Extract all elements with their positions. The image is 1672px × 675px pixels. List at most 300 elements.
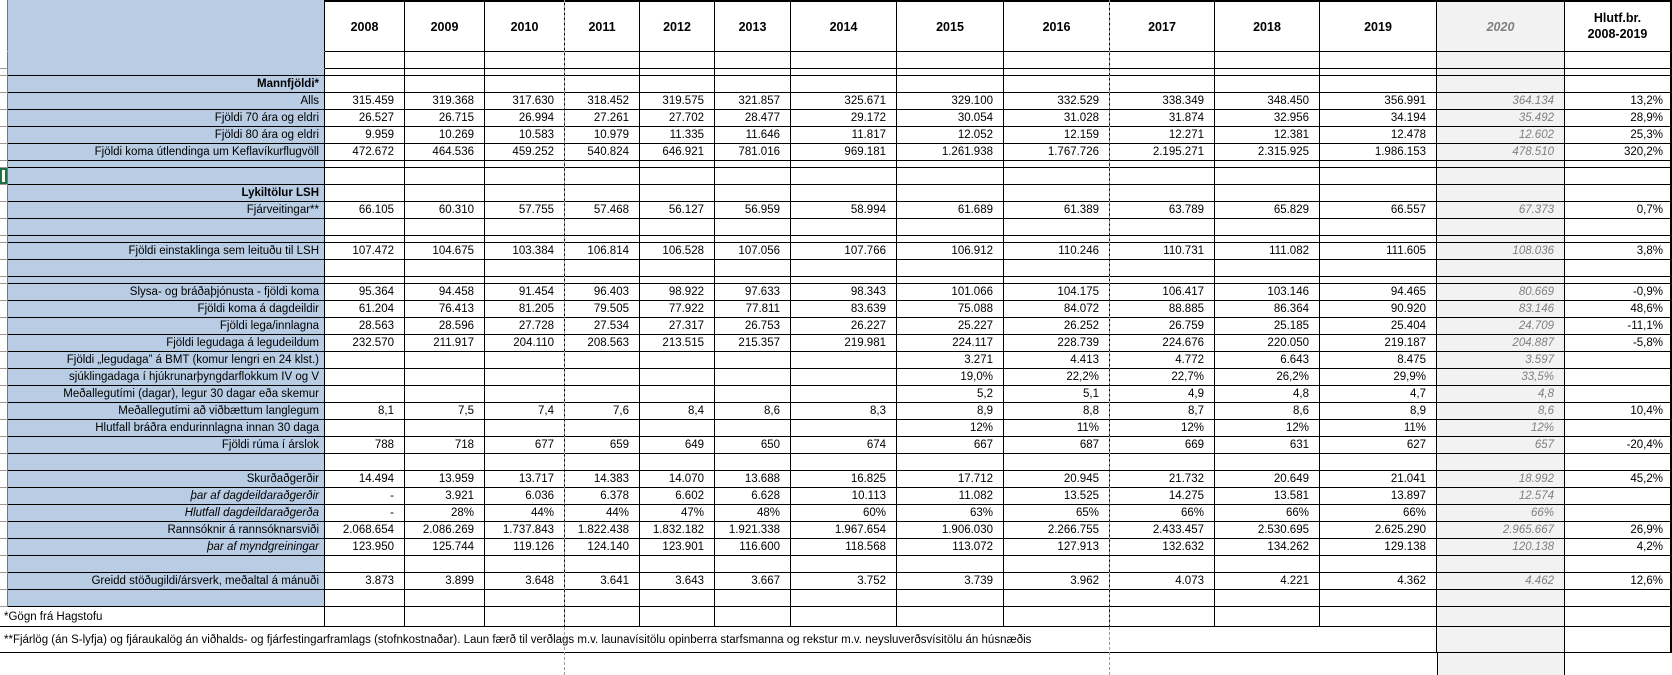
cell-2016[interactable]: 110.246	[1004, 243, 1110, 260]
cell-2008[interactable]: 26.527	[325, 110, 405, 127]
cell-2014[interactable]	[791, 161, 897, 168]
cell-2015[interactable]: 101.066	[897, 284, 1004, 301]
cell-2014[interactable]	[791, 52, 897, 69]
cell-projection[interactable]: 18.992	[1437, 471, 1565, 488]
cell-2015[interactable]	[897, 69, 1004, 76]
cell-2010[interactable]	[485, 454, 565, 471]
cell-2013[interactable]: 48%	[715, 505, 791, 522]
cell-2015[interactable]	[897, 277, 1004, 284]
cell-empty[interactable]	[791, 607, 897, 627]
cell-2016[interactable]: 3.962	[1004, 573, 1110, 590]
cell-2017[interactable]: 88.885	[1110, 301, 1215, 318]
cell-change[interactable]: 13,2%	[1565, 93, 1672, 110]
cell-2013[interactable]	[715, 185, 791, 202]
cell-2008[interactable]	[325, 69, 405, 76]
cell-2016[interactable]	[1004, 277, 1110, 284]
cell-2011[interactable]: 540.824	[565, 144, 640, 161]
cell-2010[interactable]	[485, 76, 565, 93]
cell-2015[interactable]: 1.906.030	[897, 522, 1004, 539]
cell-2010[interactable]	[485, 352, 565, 369]
cell-2013[interactable]: 8,6	[715, 403, 791, 420]
cell-2011[interactable]: 318.452	[565, 93, 640, 110]
cell-2009[interactable]	[405, 454, 485, 471]
cell-2011[interactable]	[565, 69, 640, 76]
cell-2017[interactable]: 66%	[1110, 505, 1215, 522]
cell-2016[interactable]: 13.525	[1004, 488, 1110, 505]
cell-change[interactable]: -0,9%	[1565, 284, 1672, 301]
cell-2011[interactable]: 1.822.438	[565, 522, 640, 539]
cell-2014[interactable]: 107.766	[791, 243, 897, 260]
cell-change[interactable]	[1565, 76, 1672, 93]
cell-change[interactable]: 48,6%	[1565, 301, 1672, 318]
cell-2012[interactable]	[640, 76, 715, 93]
cell-2018[interactable]: 13.581	[1215, 488, 1320, 505]
cell-2013[interactable]	[715, 277, 791, 284]
row-label[interactable]: Fjárveitingar**	[8, 202, 325, 219]
cell-projection[interactable]	[1437, 607, 1565, 627]
cell-2017[interactable]: 224.676	[1110, 335, 1215, 352]
cell-2013[interactable]: 11.646	[715, 127, 791, 144]
cell-2016[interactable]	[1004, 219, 1110, 236]
cell-2017[interactable]	[1110, 76, 1215, 93]
cell-2017[interactable]	[1110, 260, 1215, 277]
cell-2014[interactable]: 29.172	[791, 110, 897, 127]
cell-2011[interactable]: 208.563	[565, 335, 640, 352]
cell-2017[interactable]: 2.433.457	[1110, 522, 1215, 539]
row-label[interactable]	[8, 454, 325, 471]
cell-projection[interactable]: 66%	[1437, 505, 1565, 522]
cell-2010[interactable]	[485, 219, 565, 236]
cell-empty[interactable]	[565, 607, 640, 627]
row-label[interactable]: Rannsóknir á rannsóknarsviði	[8, 522, 325, 539]
row-label[interactable]: Fjöldi einstaklinga sem leituðu til LSH	[8, 243, 325, 260]
row-label[interactable]	[8, 69, 325, 76]
cell-2014[interactable]	[791, 590, 897, 607]
cell-2008[interactable]	[325, 386, 405, 403]
row-label[interactable]	[8, 590, 325, 607]
cell-2016[interactable]	[1004, 161, 1110, 168]
cell-2019[interactable]	[1320, 168, 1437, 185]
cell-2019[interactable]: 13.897	[1320, 488, 1437, 505]
cell-2015[interactable]: 25.227	[897, 318, 1004, 335]
cell-empty[interactable]	[897, 607, 1004, 627]
cell-2012[interactable]	[640, 352, 715, 369]
cell-2008[interactable]: 315.459	[325, 93, 405, 110]
cell-change[interactable]: -5,8%	[1565, 335, 1672, 352]
year-header-projection[interactable]: 2020	[1437, 0, 1565, 52]
cell-2010[interactable]	[485, 168, 565, 185]
cell-projection[interactable]	[1437, 76, 1565, 93]
cell-2013[interactable]: 13.688	[715, 471, 791, 488]
cell-2013[interactable]	[715, 236, 791, 243]
cell-2019[interactable]	[1320, 454, 1437, 471]
cell-2011[interactable]: 27.534	[565, 318, 640, 335]
cell-change[interactable]: -20,4%	[1565, 437, 1672, 454]
cell-change[interactable]	[1565, 488, 1672, 505]
cell-2013[interactable]	[715, 161, 791, 168]
cell-change[interactable]	[1565, 420, 1672, 437]
cell-2008[interactable]: 2.068.654	[325, 522, 405, 539]
cell-2010[interactable]	[485, 52, 565, 69]
cell-2013[interactable]: 781.016	[715, 144, 791, 161]
cell-change[interactable]	[1565, 556, 1672, 573]
cell-change[interactable]	[1565, 69, 1672, 76]
cell-2010[interactable]: 44%	[485, 505, 565, 522]
cell-2012[interactable]	[640, 386, 715, 403]
row-label[interactable]	[8, 277, 325, 284]
cell-2015[interactable]: 12%	[897, 420, 1004, 437]
cell-2010[interactable]: 10.583	[485, 127, 565, 144]
cell-2008[interactable]	[325, 369, 405, 386]
cell-2019[interactable]	[1320, 277, 1437, 284]
cell-2019[interactable]	[1320, 69, 1437, 76]
row-label[interactable]: Hlutfall bráðra endurinnlagna innan 30 daga	[8, 420, 325, 437]
cell-2008[interactable]: 232.570	[325, 335, 405, 352]
cell-2019[interactable]: 129.138	[1320, 539, 1437, 556]
cell-2019[interactable]: 34.194	[1320, 110, 1437, 127]
cell-2009[interactable]: 26.715	[405, 110, 485, 127]
cell-2012[interactable]: 6.602	[640, 488, 715, 505]
cell-2012[interactable]	[640, 52, 715, 69]
cell-projection[interactable]: 204.887	[1437, 335, 1565, 352]
cell-2015[interactable]: 19,0%	[897, 369, 1004, 386]
cell-2015[interactable]: 17.712	[897, 471, 1004, 488]
cell-2019[interactable]	[1320, 219, 1437, 236]
cell-2019[interactable]: 8.475	[1320, 352, 1437, 369]
cell-2013[interactable]	[715, 454, 791, 471]
cell-2017[interactable]	[1110, 52, 1215, 69]
cell-2013[interactable]: 1.921.338	[715, 522, 791, 539]
cell-2014[interactable]	[791, 76, 897, 93]
cell-2015[interactable]	[897, 76, 1004, 93]
cell-projection[interactable]: 12.602	[1437, 127, 1565, 144]
cell-projection[interactable]	[1437, 236, 1565, 243]
cell-2017[interactable]: 12.271	[1110, 127, 1215, 144]
cell-2016[interactable]: 4.413	[1004, 352, 1110, 369]
row-label[interactable]: Skurðaðgerðir	[8, 471, 325, 488]
cell-projection[interactable]	[1437, 627, 1565, 653]
cell-2009[interactable]: 60.310	[405, 202, 485, 219]
cell-2018[interactable]	[1215, 161, 1320, 168]
cell-2012[interactable]: 106.528	[640, 243, 715, 260]
cell-projection[interactable]	[1437, 52, 1565, 69]
cell-2013[interactable]: 650	[715, 437, 791, 454]
cell-2018[interactable]	[1215, 590, 1320, 607]
cell-2014[interactable]	[791, 369, 897, 386]
cell-2012[interactable]	[640, 260, 715, 277]
cell-2008[interactable]: 9.959	[325, 127, 405, 144]
cell-2009[interactable]: 7,5	[405, 403, 485, 420]
cell-2009[interactable]	[405, 76, 485, 93]
cell-2019[interactable]: 627	[1320, 437, 1437, 454]
row-label[interactable]	[8, 236, 325, 243]
cell-2010[interactable]	[485, 260, 565, 277]
cell-change[interactable]: 45,2%	[1565, 471, 1672, 488]
cell-2014[interactable]: 325.671	[791, 93, 897, 110]
cell-2015[interactable]	[897, 52, 1004, 69]
cell-2014[interactable]: 16.825	[791, 471, 897, 488]
cell-2009[interactable]	[405, 185, 485, 202]
cell-2019[interactable]	[1320, 185, 1437, 202]
cell-2018[interactable]: 631	[1215, 437, 1320, 454]
cell-change[interactable]: 320,2%	[1565, 144, 1672, 161]
cell-2017[interactable]	[1110, 219, 1215, 236]
cell-2010[interactable]	[485, 369, 565, 386]
cell-change[interactable]	[1565, 369, 1672, 386]
cell-2009[interactable]	[405, 369, 485, 386]
cell-2015[interactable]: 113.072	[897, 539, 1004, 556]
cell-2015[interactable]	[897, 185, 1004, 202]
cell-2013[interactable]: 321.857	[715, 93, 791, 110]
cell-2019[interactable]	[1320, 161, 1437, 168]
cell-2017[interactable]	[1110, 277, 1215, 284]
cell-2017[interactable]	[1110, 236, 1215, 243]
cell-change[interactable]: -11,1%	[1565, 318, 1672, 335]
cell-2011[interactable]: 124.140	[565, 539, 640, 556]
cell-2013[interactable]	[715, 69, 791, 76]
cell-2016[interactable]: 228.739	[1004, 335, 1110, 352]
cell-2009[interactable]	[405, 168, 485, 185]
cell-2015[interactable]: 8,9	[897, 403, 1004, 420]
cell-2013[interactable]: 56.959	[715, 202, 791, 219]
cell-2013[interactable]: 97.633	[715, 284, 791, 301]
cell-projection[interactable]: 2.965.667	[1437, 522, 1565, 539]
cell-2012[interactable]: 8,4	[640, 403, 715, 420]
cell-2012[interactable]: 47%	[640, 505, 715, 522]
cell-2017[interactable]: 4.772	[1110, 352, 1215, 369]
cell-2017[interactable]: 14.275	[1110, 488, 1215, 505]
cell-2012[interactable]: 646.921	[640, 144, 715, 161]
cell-2012[interactable]	[640, 556, 715, 573]
cell-2018[interactable]: 26,2%	[1215, 369, 1320, 386]
cell-2018[interactable]	[1215, 556, 1320, 573]
cell-2010[interactable]: 27.728	[485, 318, 565, 335]
row-label[interactable]	[8, 168, 325, 185]
cell-2011[interactable]	[565, 76, 640, 93]
cell-2009[interactable]: 94.458	[405, 284, 485, 301]
cell-2019[interactable]: 1.986.153	[1320, 144, 1437, 161]
cell-2008[interactable]: 123.950	[325, 539, 405, 556]
cell-2016[interactable]: 127.913	[1004, 539, 1110, 556]
cell-2019[interactable]: 66.557	[1320, 202, 1437, 219]
cell-2015[interactable]: 11.082	[897, 488, 1004, 505]
cell-2018[interactable]: 348.450	[1215, 93, 1320, 110]
cell-2011[interactable]	[565, 52, 640, 69]
cell-projection[interactable]: 478.510	[1437, 144, 1565, 161]
corner-cell[interactable]	[8, 0, 325, 52]
row-label[interactable]: Fjöldi koma á dagdeildir	[8, 301, 325, 318]
cell-2019[interactable]	[1320, 76, 1437, 93]
cell-2018[interactable]	[1215, 277, 1320, 284]
cell-2018[interactable]	[1215, 69, 1320, 76]
cell-2014[interactable]: 219.981	[791, 335, 897, 352]
cell-empty[interactable]	[485, 607, 565, 627]
cell-change[interactable]: 0,7%	[1565, 202, 1672, 219]
year-header-2012[interactable]: 2012	[640, 0, 715, 52]
cell-2018[interactable]: 4,8	[1215, 386, 1320, 403]
cell-2019[interactable]: 2.625.290	[1320, 522, 1437, 539]
cell-2014[interactable]: 1.967.654	[791, 522, 897, 539]
cell-2012[interactable]	[640, 454, 715, 471]
cell-2009[interactable]	[405, 236, 485, 243]
row-label[interactable]: Fjöldi koma útlendinga um Keflavíkurflugvöll	[8, 144, 325, 161]
cell-2009[interactable]	[405, 52, 485, 69]
cell-2018[interactable]	[1215, 260, 1320, 277]
cell-change[interactable]	[1565, 607, 1672, 627]
cell-2017[interactable]	[1110, 185, 1215, 202]
cell-2018[interactable]: 111.082	[1215, 243, 1320, 260]
cell-2008[interactable]: 61.204	[325, 301, 405, 318]
footnote-source-cell[interactable]: *Gögn frá Hagstofu	[0, 607, 325, 627]
cell-2008[interactable]	[325, 236, 405, 243]
cell-2009[interactable]	[405, 420, 485, 437]
cell-2008[interactable]: 3.873	[325, 573, 405, 590]
cell-2015[interactable]: 63%	[897, 505, 1004, 522]
year-header-2011[interactable]: 2011	[565, 0, 640, 52]
cell-2009[interactable]: 10.269	[405, 127, 485, 144]
row-label[interactable]: Greidd stöðugildi/ársverk, meðaltal á mánuði	[8, 573, 325, 590]
cell-change[interactable]	[1565, 185, 1672, 202]
cell-2014[interactable]: 8,3	[791, 403, 897, 420]
cell-change[interactable]	[1565, 168, 1672, 185]
cell-2013[interactable]: 28.477	[715, 110, 791, 127]
year-header-2015[interactable]: 2015	[897, 0, 1004, 52]
cell-change[interactable]: 10,4%	[1565, 403, 1672, 420]
cell-2019[interactable]: 21.041	[1320, 471, 1437, 488]
cell-2008[interactable]: -	[325, 488, 405, 505]
cell-2019[interactable]: 219.187	[1320, 335, 1437, 352]
year-header-2009[interactable]: 2009	[405, 0, 485, 52]
cell-2008[interactable]: -	[325, 505, 405, 522]
row-label[interactable]: Alls	[8, 93, 325, 110]
change-header[interactable]	[1565, 0, 1672, 52]
cell-2016[interactable]: 5,1	[1004, 386, 1110, 403]
cell-2018[interactable]: 25.185	[1215, 318, 1320, 335]
cell-2013[interactable]	[715, 76, 791, 93]
row-label[interactable]: Lykiltölur LSH	[8, 185, 325, 202]
cell-2018[interactable]	[1215, 454, 1320, 471]
cell-2016[interactable]: 332.529	[1004, 93, 1110, 110]
cell-2018[interactable]: 66%	[1215, 505, 1320, 522]
year-header-2019[interactable]: 2019	[1320, 0, 1437, 52]
year-header-2010[interactable]: 2010	[485, 0, 565, 52]
cell-2009[interactable]: 28%	[405, 505, 485, 522]
cell-2016[interactable]: 8,8	[1004, 403, 1110, 420]
cell-2010[interactable]	[485, 185, 565, 202]
row-label[interactable]: Hlutfall dagdeildaraðgerða	[8, 505, 325, 522]
cell-2012[interactable]	[640, 185, 715, 202]
cell-2015[interactable]: 3.739	[897, 573, 1004, 590]
cell-2014[interactable]: 83.639	[791, 301, 897, 318]
cell-2008[interactable]: 788	[325, 437, 405, 454]
cell-2011[interactable]: 10.979	[565, 127, 640, 144]
cell-2009[interactable]	[405, 386, 485, 403]
cell-2012[interactable]	[640, 277, 715, 284]
cell-projection[interactable]	[1437, 260, 1565, 277]
cell-2014[interactable]	[791, 420, 897, 437]
cell-2011[interactable]: 6.378	[565, 488, 640, 505]
cell-2017[interactable]	[1110, 556, 1215, 573]
cell-2018[interactable]: 20.649	[1215, 471, 1320, 488]
cell-2008[interactable]: 14.494	[325, 471, 405, 488]
cell-2014[interactable]: 60%	[791, 505, 897, 522]
row-label[interactable]: Fjöldi „legudaga” á BMT (komur lengri en 24 klst.)	[8, 352, 325, 369]
cell-empty[interactable]	[1320, 607, 1437, 627]
cell-2016[interactable]	[1004, 76, 1110, 93]
cell-2016[interactable]: 1.767.726	[1004, 144, 1110, 161]
cell-2014[interactable]	[791, 386, 897, 403]
cell-projection[interactable]: 67.373	[1437, 202, 1565, 219]
cell-2016[interactable]	[1004, 168, 1110, 185]
cell-change[interactable]	[1565, 52, 1672, 69]
cell-projection[interactable]: 35.492	[1437, 110, 1565, 127]
cell-2009[interactable]: 3.921	[405, 488, 485, 505]
cell-2019[interactable]: 11%	[1320, 420, 1437, 437]
cell-2013[interactable]	[715, 168, 791, 185]
cell-projection[interactable]: 3.597	[1437, 352, 1565, 369]
cell-2016[interactable]: 104.175	[1004, 284, 1110, 301]
cell-2014[interactable]	[791, 556, 897, 573]
cell-2012[interactable]: 1.832.182	[640, 522, 715, 539]
cell-2017[interactable]	[1110, 69, 1215, 76]
cell-2008[interactable]	[325, 52, 405, 69]
cell-2017[interactable]: 22,7%	[1110, 369, 1215, 386]
cell-2008[interactable]: 66.105	[325, 202, 405, 219]
cell-2018[interactable]: 8,6	[1215, 403, 1320, 420]
cell-2011[interactable]: 106.814	[565, 243, 640, 260]
cell-2018[interactable]	[1215, 219, 1320, 236]
row-label[interactable]: sjúklingadaga í hjúkrunarþyngdarflokkum IV og V	[8, 369, 325, 386]
cell-2014[interactable]	[791, 454, 897, 471]
cell-2008[interactable]	[325, 277, 405, 284]
cell-2016[interactable]: 687	[1004, 437, 1110, 454]
cell-2008[interactable]	[325, 260, 405, 277]
cell-2011[interactable]	[565, 168, 640, 185]
cell-2008[interactable]: 28.563	[325, 318, 405, 335]
cell-2009[interactable]: 319.368	[405, 93, 485, 110]
cell-2016[interactable]: 61.389	[1004, 202, 1110, 219]
cell-change[interactable]: 28,9%	[1565, 110, 1672, 127]
cell-2018[interactable]: 4.221	[1215, 573, 1320, 590]
cell-2010[interactable]: 81.205	[485, 301, 565, 318]
cell-2013[interactable]	[715, 219, 791, 236]
cell-2016[interactable]: 65%	[1004, 505, 1110, 522]
cell-2016[interactable]: 84.072	[1004, 301, 1110, 318]
cell-2010[interactable]: 119.126	[485, 539, 565, 556]
cell-2009[interactable]: 2.086.269	[405, 522, 485, 539]
cell-2011[interactable]	[565, 556, 640, 573]
cell-2009[interactable]	[405, 161, 485, 168]
cell-2018[interactable]	[1215, 168, 1320, 185]
cell-2008[interactable]	[325, 556, 405, 573]
cell-2009[interactable]	[405, 556, 485, 573]
cell-change[interactable]	[1565, 352, 1672, 369]
cell-2014[interactable]	[791, 277, 897, 284]
cell-2010[interactable]	[485, 386, 565, 403]
cell-2012[interactable]: 27.317	[640, 318, 715, 335]
cell-2011[interactable]	[565, 352, 640, 369]
cell-2013[interactable]: 6.628	[715, 488, 791, 505]
cell-2014[interactable]: 674	[791, 437, 897, 454]
cell-2008[interactable]	[325, 185, 405, 202]
cell-2015[interactable]: 224.117	[897, 335, 1004, 352]
cell-2011[interactable]	[565, 454, 640, 471]
cell-projection[interactable]: 24.709	[1437, 318, 1565, 335]
row-label[interactable]	[8, 52, 325, 69]
cell-2017[interactable]: 4.073	[1110, 573, 1215, 590]
cell-2013[interactable]: 26.753	[715, 318, 791, 335]
cell-2008[interactable]	[325, 76, 405, 93]
